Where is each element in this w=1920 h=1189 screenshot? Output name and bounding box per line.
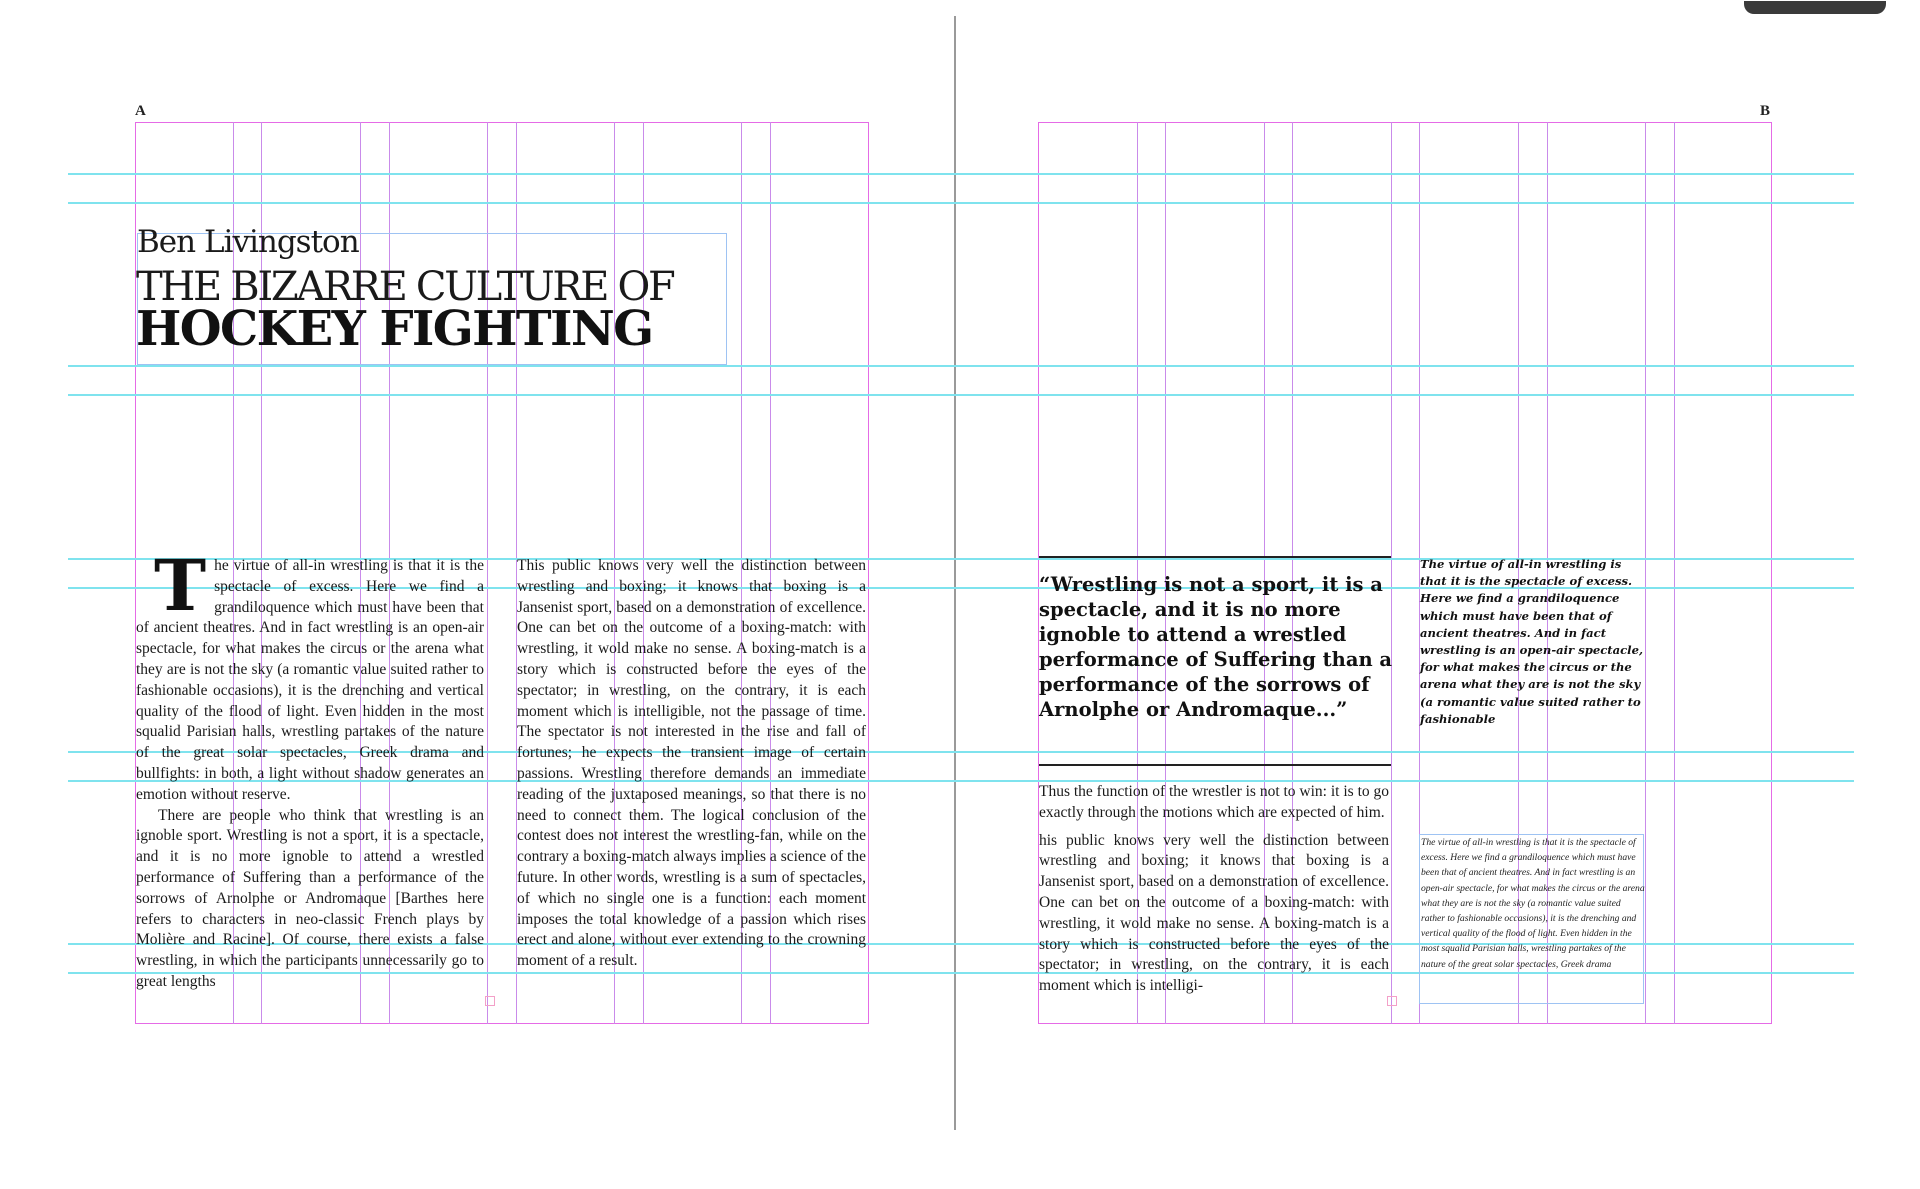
body-text-column-2[interactable] — [517, 556, 866, 972]
body-paragraph: This public knows very well the distinction between wrestling and boxing; it knows that boxing is a Jansenist sport, based on a demonstration of excellence. One can bet on the outcome of a boxing-match: with wrestling, it wold make no sense. A boxing-match is a story which is constructed before the eyes of the spectator; in wrestling, on the contrary, it is each moment which is intelligible, not the passage of time. The spectator is not interested in the rise and fall of fortunes; he expects the transient image of certain passions. Wrestling therefore demands an immediate reading of the juxtaposed meanings, so that there is no need to connect them. The logical conclusion of the contest does not interest the wrestling-fan, while on the contrary a boxing-match always implies a science of the future. In other words, wrestling is a sum of spectacles, of which no single one is a function: each moment imposes the total knowledge of a passion which rises erect and alone, without ever extending to the crowning moment of a result. — [517, 557, 866, 970]
overset-text-marker[interactable] — [1387, 996, 1397, 1006]
row-guide — [68, 394, 1854, 396]
row-guide — [68, 365, 1854, 367]
body-text-column-1[interactable] — [136, 544, 484, 993]
article-title-line1[interactable]: THE BIZARRE CULTURE OF — [136, 264, 674, 310]
body-text-column-3[interactable] — [1039, 782, 1389, 997]
body-paragraph: his public knows very well the distinction between wrestling and boxing; it knows that boxing is a Jansenist sport, based on a demonstration of excellence. One can bet on the outcome of a boxing-match: with wrestling, it wold make no sense. A boxing-match is a story which is constructed before the eyes of the spectator; in wrestling, on the contrary, it is each moment which is intelligi- — [1039, 831, 1389, 995]
body-paragraph: Thus the function of the wrestler is not to win: it is to go exactly through the motions which are expected of him. — [1039, 783, 1389, 821]
overset-text-marker[interactable] — [485, 996, 495, 1006]
body-paragraph: There are people who think that wrestling is an ignoble sport. Wrestling is not a sport, it is a spectacle, and it is no more ignoble to attend a wrestled performance of Suffering than a performance of the sorrows of Arnolphe or Andromaque [Barthes here refers to characters in neo-classic French plays by Molière and Racine]. Of course, there exists a false wrestling, in which the participants unnecessarily go to great lengths — [136, 806, 484, 990]
row-guide — [68, 202, 1854, 204]
small-italic-text: The virtue of all-in wrestling is that it is the spectacle of excess. Here we find a grandiloquence which must have been that of ancient theatres. And in fact wrestling is an open-air spectacle, for what makes the circus or the arena what they are is not the sky (a romantic value suited rather to fashionable occasions), it is the drenching and vertical quality of the flood of light. Even hidden in the most squalid Parisian halls, wrestling partakes of the nature of the great solar spectacles, Greek drama — [1421, 837, 1645, 970]
drop-cap: T — [154, 544, 207, 627]
column-guide — [1674, 122, 1675, 1024]
left-page-label: A — [135, 103, 146, 119]
author-byline[interactable]: Ben Livingston — [137, 224, 359, 260]
body-paragraph — [136, 544, 484, 806]
article-title-line2[interactable]: HOCKEY FIGHTING — [136, 301, 653, 357]
pull-quote[interactable]: “Wrestling is not a sport, it is a spectacle, and it is no more ignoble to attend a wrestled performance of Suffering than a performance of the sorrows of Arnolphe or Andromaque...” — [1039, 573, 1393, 721]
sidebar-italic-quote[interactable]: The virtue of all-in wrestling is that it is the spectacle of excess. Here we find a grandiloquence which must have been that of ancient theatres. And in fact wrestling is an open-air spectacle, for what makes the circus or the arena what they are is not the sky (a romantic value suited rather to fashionable — [1420, 557, 1644, 726]
spread-spine — [954, 16, 956, 1130]
paragraph-text: he virtue of all-in wrestling is that it is the spectacle of excess. Here we find a grandiloquence which must have been that of ancient theatres. And in fact wrestling is an open-air spectacle, for what makes the circus or the arena what they are is not the sky (a romantic value suited rather to fashionable occasions), it is the drenching and vertical quality of the flood of light. Even hidden in the most squalid Parisian halls, wrestling partakes of the nature of the great solar spectacles, Greek drama and bullfights: in both, a light without shadow generates an emotion without reserve. — [136, 557, 484, 803]
pull-quote-top-rule — [1039, 556, 1391, 558]
row-guide — [68, 173, 1854, 175]
column-guide — [1645, 122, 1646, 1024]
pull-quote-bottom-rule — [1039, 764, 1391, 766]
window-corner-tab[interactable] — [1744, 1, 1886, 14]
right-page-label: B — [1760, 103, 1771, 119]
